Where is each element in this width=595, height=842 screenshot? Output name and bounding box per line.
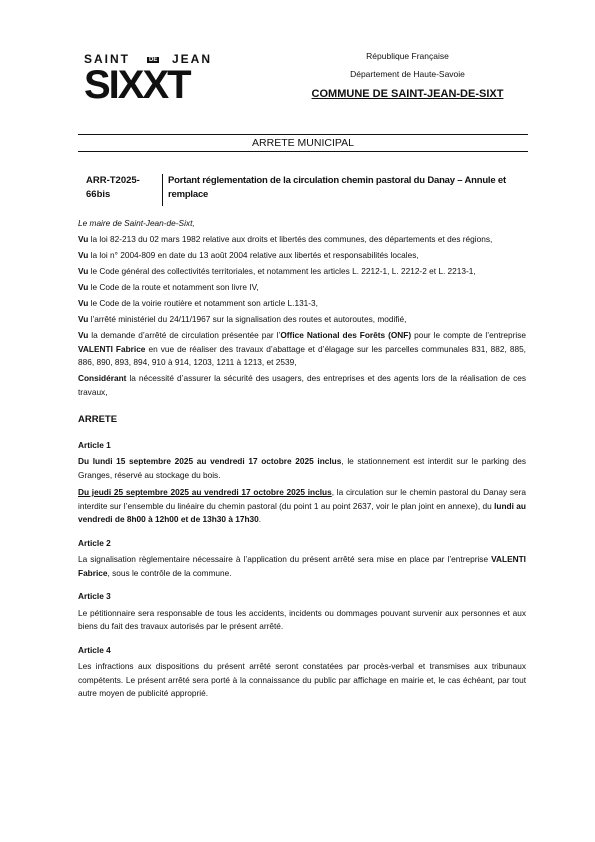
commune-logo (84, 50, 216, 108)
arrete-heading: ARRETE (78, 414, 118, 425)
reference-subject: Portant réglementation de la circulation chemin pastoral du Danay – Annule et remplace (168, 175, 506, 200)
document-body (78, 217, 526, 703)
vu-item: Vu le Code général des collectivités territoriales, et notamment les articles L. 2212-1, L. 2212-2 et L. 2213-1, (78, 266, 476, 276)
department-label: Département de Haute-Savoie (350, 69, 465, 79)
vu-item: Vu le Code de la route et notamment son livre IV, (78, 282, 259, 292)
republic-label: République Française (366, 51, 449, 61)
vu-item: Vu l’arrêté ministériel du 24/11/1967 sur la signalisation des routes et autoroutes, modifié, (78, 314, 407, 324)
article-1-title: Article 1 (78, 439, 111, 450)
vu-item: Vu la loi 82-213 du 02 mars 1982 relative aux droits et libertés des communes, des départements et des régions, (78, 234, 493, 244)
logo-jean: JEAN (172, 52, 213, 66)
article-2-paragraph: La signalisation règlementaire nécessaire à l’application du présent arrêté sera mise en place par l’entreprise VALENTI Fabrice, sous le contrôle de la commune. (78, 554, 526, 578)
article-1-paragraph-1: Du lundi 15 septembre 2025 au vendredi 17 octobre 2025 inclus, le stationnement est interdit sur le parking des Granges, réservé au stockage du bois. (78, 456, 526, 480)
logo-sixt: SIXXT (84, 63, 190, 107)
logo-saint: SAINT (84, 52, 130, 66)
article-1-paragraph-2: Du jeudi 25 septembre 2025 au vendredi 17 octobre 2025 inclus, la circulation sur le chemin pastoral du Danay sera interdite sur l’ensemble du linéaire du chemin pastoral (du point 1 au point 2637, voir le plan joint en annexe), du lundi au vendredi de 8h00 à 12h00 et de 13h30 à 17h30. (78, 487, 526, 524)
article-2-title: Article 2 (78, 537, 111, 548)
article-4-paragraph: Les infractions aux dispositions du présent arrêté seront constatées par procès-verbal et transmises aux tribunaux compétents. Le présent arrêté sera porté à la connaissance du public par affichage en mairie et, le cas échéant, par tout autre moyen de publicité approprié. (78, 661, 526, 698)
vu-item: Vu la demande d’arrêté de circulation présentée par l’Office National des Forêts (ONF) pour le compte de l’entreprise VALENTI Fabrice en vue de réaliser des travaux d’abattage et d’élagage sur les parcelles communales 831, 882, 885, 886, 890, 893, 894, 910 à 914, 1203, 1211 à 1213, et 2539, (78, 330, 527, 367)
vu-item: Vu le Code de la voirie routière et notamment son article L.131-3, (78, 298, 318, 308)
reference-number: ARR-T2025-66bis (86, 175, 140, 200)
commune-name: COMMUNE DE SAINT-JEAN-DE-SIXT (311, 88, 504, 100)
reference-block (86, 174, 526, 206)
vu-item: Vu la loi n° 2004-809 en date du 13 août 2004 relative aux libertés et responsabilités locales, (78, 250, 419, 260)
considerant-item: Considérant la nécessité d’assurer la sécurité des usagers, des entreprises et des agents lors de la réalisation de ces travaux, (78, 373, 526, 397)
logo-de: DE (149, 57, 158, 63)
article-3-title: Article 3 (78, 591, 111, 601)
reference-divider (162, 174, 163, 206)
document-title: ARRETE MUNICIPAL (78, 134, 528, 152)
mayor-line: Le maire de Saint-Jean-de-Sixt, (78, 218, 195, 228)
article-4-title: Article 4 (78, 644, 111, 655)
article-3-paragraph: Le pétitionnaire sera responsable de tous les accidents, incidents ou dommages pouvant survenir aux personnes et aux biens du fait des travaux autorisés par le présent arrêté. (78, 607, 526, 631)
header-authority (300, 52, 515, 100)
